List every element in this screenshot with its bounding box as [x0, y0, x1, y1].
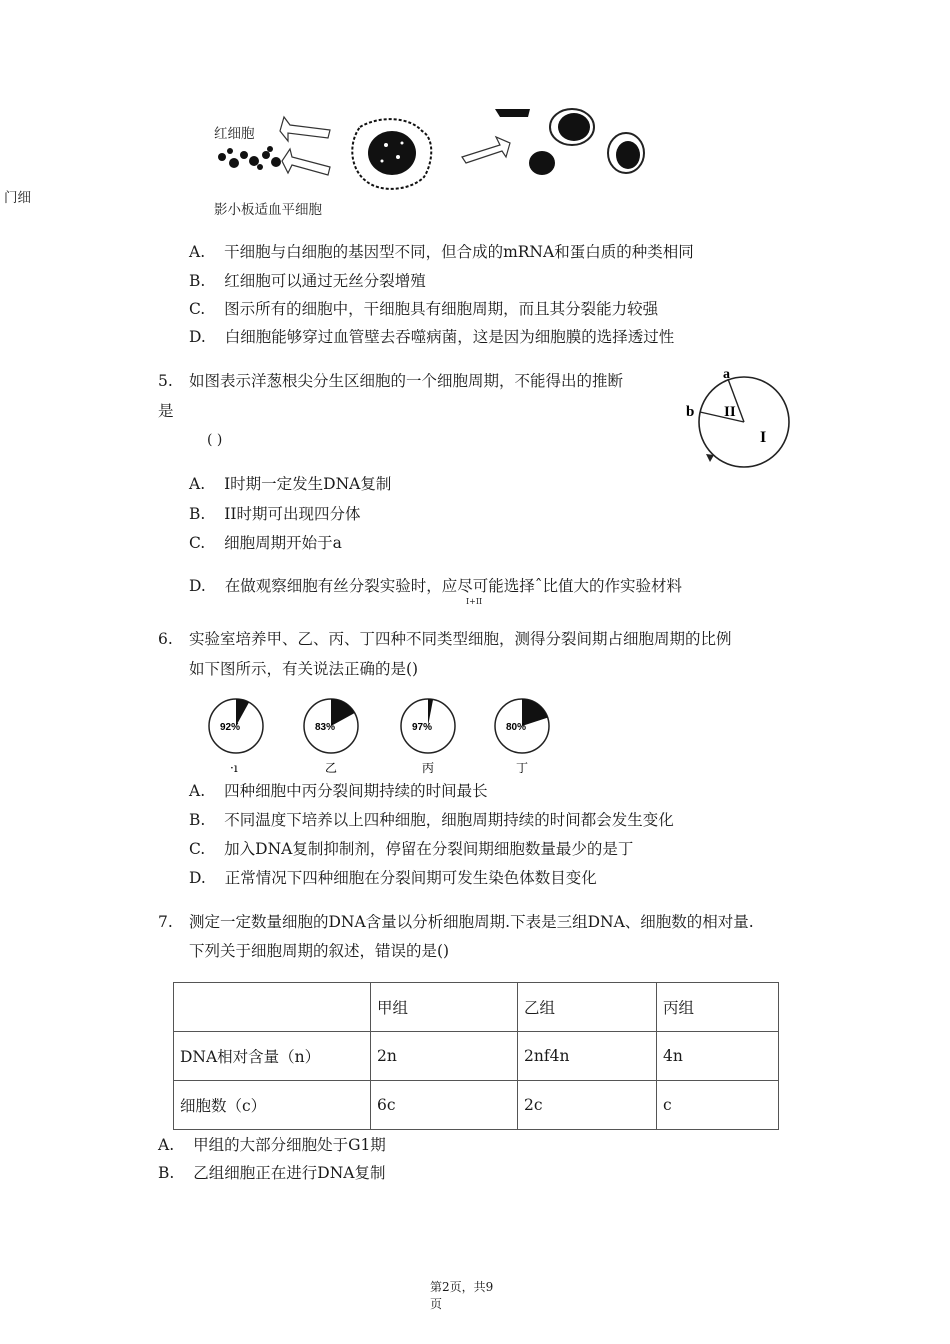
- table-cell: 甲组: [371, 983, 518, 1032]
- option-letter: D.: [189, 328, 206, 346]
- option-text-mark: ˆ: [534, 577, 543, 595]
- q5-option-a: [189, 474, 391, 494]
- option-text: 乙组细胞正在进行DNA复制: [193, 1164, 386, 1182]
- option-text: 红细胞可以通过无丝分裂增殖: [224, 272, 426, 290]
- option-letter: A.: [158, 1136, 175, 1154]
- figure-label-left: 门细: [4, 190, 31, 206]
- q7-number: 7.: [158, 913, 173, 931]
- pie-percent-label: 80%: [506, 722, 527, 733]
- q5-stem-line1: 如图表示洋葱根尖分生区细胞的一个细胞周期，不能得出的推断: [189, 372, 624, 390]
- option-text: 白细胞能够穿过血管壁去吞噬病菌，这是因为细胞膜的选择透过性: [224, 328, 675, 346]
- figure-label-red: 红细胞: [214, 126, 255, 142]
- diagram-label-b: b: [686, 404, 695, 420]
- table-cell: c: [657, 1081, 779, 1130]
- option-letter: B.: [158, 1164, 175, 1182]
- option-text: 细胞周期开始于a: [224, 534, 342, 552]
- option-text: 干细胞与白细胞的基因型不同，但合成的mRNA和蛋白质的种类相同: [224, 243, 694, 261]
- q6-option-d: [189, 868, 597, 888]
- q7-option-a: [158, 1135, 386, 1155]
- q5-option-b: [189, 504, 361, 524]
- option-text-before: 在做观察细胞有丝分裂实验时，应尽可能选择: [224, 577, 535, 595]
- page-footer-line2: 页: [430, 1297, 443, 1311]
- q5-fraction-denominator: I+II: [466, 597, 483, 606]
- option-text: II时期可出现四分体: [224, 505, 361, 523]
- option-letter: B.: [189, 272, 206, 290]
- q6-option-a: [189, 781, 488, 801]
- option-letter: A.: [189, 475, 206, 493]
- diagram-label-phase1: I: [760, 429, 767, 446]
- q6-option-c: [189, 839, 633, 859]
- q4-option-a: [189, 242, 694, 262]
- option-text: 甲组的大部分细胞处于G1期: [193, 1136, 386, 1154]
- q5-number: 5.: [158, 372, 173, 390]
- pie-charts: [200, 692, 570, 774]
- cell-cycle-diagram: [684, 366, 799, 471]
- table-cell: 2nf4n: [518, 1032, 657, 1081]
- option-letter: C.: [189, 300, 206, 318]
- pie-caption: 丁: [516, 761, 529, 774]
- q4-option-c: [189, 299, 658, 319]
- pie-percent-label: 92%: [220, 722, 241, 733]
- q7-stem-line1: 测定一定数量细胞的DNA含量以分析细胞周期.下表是三组DNA、细胞数的相对量.: [189, 913, 754, 931]
- pie-percent-label: 83%: [315, 722, 336, 733]
- pie-caption: ·ı: [230, 761, 238, 774]
- table-cell: 细胞数（c）: [174, 1081, 371, 1130]
- option-letter: D.: [189, 869, 206, 887]
- table-cell: 乙组: [518, 983, 657, 1032]
- table-cell: DNA相对含量（n）: [174, 1032, 371, 1081]
- q5-option-d: [189, 576, 682, 596]
- option-text: I时期一定发生DNA复制: [224, 475, 392, 493]
- q4-option-d: [189, 327, 674, 347]
- option-letter: B.: [189, 505, 206, 523]
- option-text: 图示所有的细胞中，干细胞具有细胞周期，而且其分裂能力较强: [224, 300, 659, 318]
- diagram-label-a: a: [723, 367, 730, 382]
- table-cell: 2c: [518, 1081, 657, 1130]
- q5-stem-line2: 是: [158, 402, 174, 420]
- q7-option-b: [158, 1163, 385, 1183]
- option-text: 正常情况下四种细胞在分裂间期可发生染色体数目变化: [224, 869, 597, 887]
- table-cell: 2n: [371, 1032, 518, 1081]
- q6-number: 6.: [158, 630, 173, 648]
- dna-table: [173, 982, 779, 1130]
- pie-caption: 乙: [325, 761, 338, 774]
- table-cell: 丙组: [657, 983, 779, 1032]
- table-cell: 4n: [657, 1032, 779, 1081]
- option-text: 四种细胞中丙分裂间期持续的时间最长: [224, 782, 488, 800]
- table-cell: 6c: [371, 1081, 518, 1130]
- option-letter: A.: [189, 243, 206, 261]
- q6-stem-line2: 如下图所示，有关说法正确的是(): [189, 660, 419, 678]
- q7-stem-line2: 下列关于细胞周期的叙述，错误的是(): [189, 942, 450, 960]
- pie-percent-label: 97%: [412, 722, 433, 733]
- page-footer-line1: 第2页，共9: [430, 1280, 494, 1294]
- blood-cell-figure: [210, 105, 660, 205]
- option-letter: A.: [189, 782, 206, 800]
- option-text-after: 比值大的作实验材料: [542, 577, 683, 595]
- table-row: [174, 1032, 779, 1081]
- table-cell: [174, 983, 371, 1032]
- q6-option-b: [189, 810, 674, 830]
- option-letter: C.: [189, 840, 206, 858]
- q5-paren: ( ): [207, 432, 223, 448]
- q6-stem-line1: 实验室培养甲、乙、丙、丁四种不同类型细胞，测得分裂间期占细胞周期的比例: [189, 630, 732, 648]
- table-header-row: [174, 983, 779, 1032]
- figure-label-bottom: 影小板适血平细胞: [214, 202, 322, 218]
- q4-option-b: [189, 271, 426, 291]
- option-text: 不同温度下培养以上四种细胞，细胞周期持续的时间都会发生变化: [224, 811, 674, 829]
- option-letter: C.: [189, 534, 206, 552]
- diagram-label-phase2: II: [724, 404, 736, 420]
- table-row: [174, 1081, 779, 1130]
- option-letter: B.: [189, 811, 206, 829]
- option-text: 加入DNA复制抑制剂，停留在分裂间期细胞数量最少的是丁: [224, 840, 634, 858]
- pie-caption: 丙: [422, 761, 435, 774]
- option-letter: D.: [189, 577, 206, 595]
- q5-option-c: [189, 533, 342, 553]
